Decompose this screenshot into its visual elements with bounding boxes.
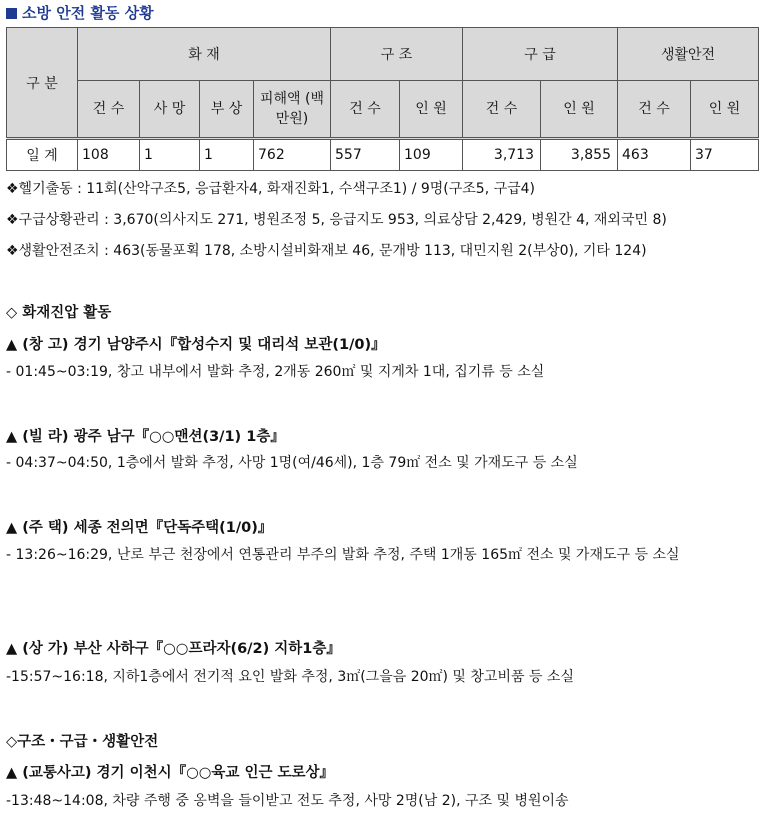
group-header-rescue: 구 조: [331, 28, 463, 81]
note-life-safety: ❖생활안전조치 : 463(동물포획 178, 소방시설비화재보 46, 문개방 113, 대민지원 2(부상0), 기타 124): [6, 243, 647, 259]
rescue-heading: ▲ (교통사고) 경기 이천시『○○육교 인근 도로상』: [6, 765, 335, 781]
table-cell: 762: [254, 139, 331, 171]
subheader: 인 원: [691, 81, 759, 139]
incident-description: - 01:45~03:19, 창고 내부에서 발화 추정, 2개동 260㎡ 및 지게차 1대, 집기류 등 소실: [6, 364, 545, 380]
incident-description: -15:57~16:18, 지하1층에서 전기적 요인 발화 추정, 3㎡(그을음 20㎡) 및 창고비품 등 소실: [6, 669, 574, 685]
page-title-text: 소방 안전 활동 상황: [22, 4, 154, 22]
incident-heading: ▲ (빌 라) 광주 남구『○○맨션(3/1) 1층』: [6, 429, 285, 445]
table-row: [7, 139, 759, 171]
subheader: 인 원: [400, 81, 463, 139]
page-title: [6, 2, 154, 24]
square-bullet-icon: [6, 8, 17, 19]
group-header-ems: 구 급: [463, 28, 618, 81]
incident-heading: ▲ (주 택) 세종 전의면『단독주택(1/0)』: [6, 520, 273, 536]
row-label: 일 계: [7, 139, 78, 171]
subheader: 건 수: [331, 81, 400, 139]
table-cell: 1: [200, 139, 254, 171]
table-cell: 37: [691, 139, 759, 171]
activity-table: [6, 27, 759, 171]
subheader: 건 수: [463, 81, 541, 139]
subheader: 부 상: [200, 81, 254, 139]
fire-section-heading: ◇ 화재진압 활동: [6, 305, 112, 321]
table-cell: 3,855: [541, 139, 618, 171]
table-cell: 463: [618, 139, 691, 171]
subheader: 사 망: [140, 81, 200, 139]
table-cell: 3,713: [463, 139, 541, 171]
table-cell: 1: [140, 139, 200, 171]
group-header-safety: 생활안전: [618, 28, 759, 81]
incident-description: - 13:26~16:29, 난로 부근 천장에서 연통관리 부주의 발화 추정, 주택 1개동 165㎡ 전소 및 가재도구 등 소실: [6, 547, 680, 563]
subheader: 인 원: [541, 81, 618, 139]
note-helicopter: ❖헬기출동 : 11회(산악구조5, 응급환자4, 화재진화1, 수색구조1) / 9명(구조5, 구급4): [6, 181, 536, 197]
table-cell: 109: [400, 139, 463, 171]
incident-heading: ▲ (창 고) 경기 남양주시『합성수지 및 대리석 보관(1/0)』: [6, 337, 386, 353]
group-header-fire: 화 재: [78, 28, 331, 81]
incident-heading: ▲ (상 가) 부산 사하구『○○프라자(6/2) 지하1층』: [6, 641, 341, 657]
incident-description: - 04:37~04:50, 1층에서 발화 추정, 사망 1명(여/46세), 1층 79㎡ 전소 및 가재도구 등 소실: [6, 455, 578, 471]
corner-header: 구 분: [7, 28, 78, 139]
table-cell: 557: [331, 139, 400, 171]
subheader: 피해액 (백만원): [254, 81, 331, 139]
note-ems-management: ❖구급상황관리 : 3,670(의사지도 271, 병원조정 5, 응급지도 953, 의료상담 2,429, 병원간 4, 재외국민 8): [6, 212, 667, 228]
table-cell: 108: [78, 139, 140, 171]
subheader: 건 수: [618, 81, 691, 139]
subheader: 건 수: [78, 81, 140, 139]
rescue-section-heading: ◇구조・구급・생활안전: [6, 734, 159, 750]
rescue-description: -13:48~14:08, 차량 주행 중 옹벽을 들이받고 전도 추정, 사망 2명(남 2), 구조 및 병원이송: [6, 793, 569, 809]
